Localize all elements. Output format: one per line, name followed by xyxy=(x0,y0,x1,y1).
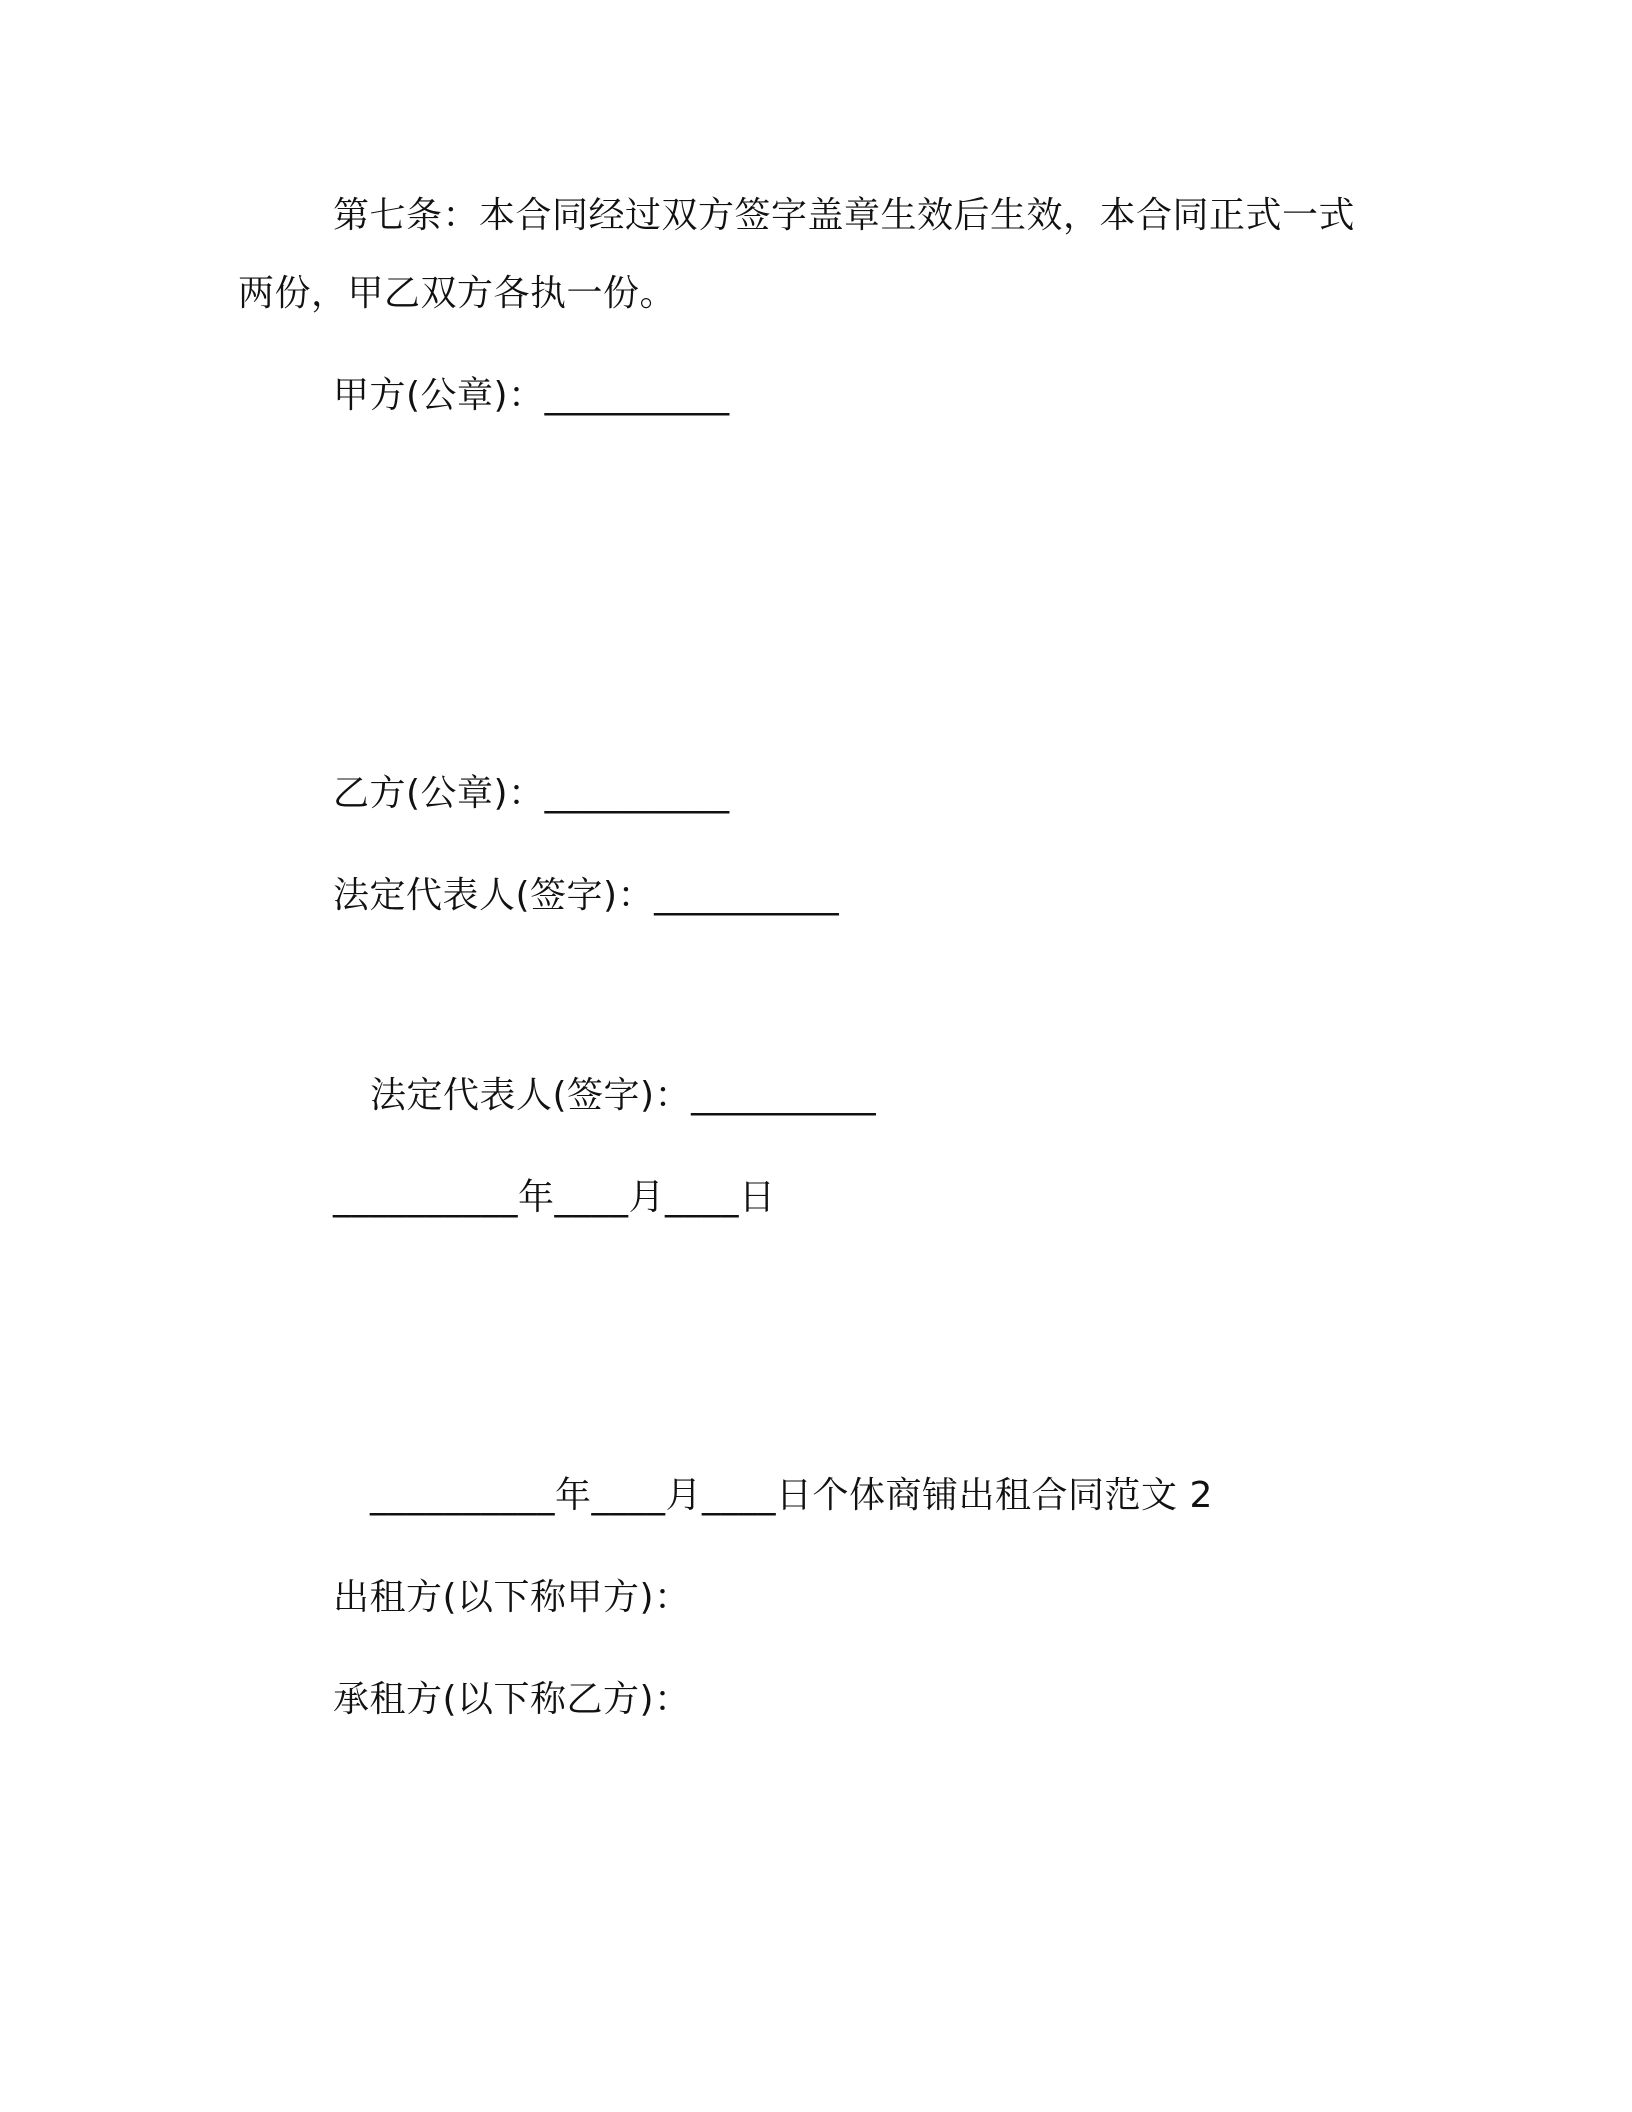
party-b-seal-field: 乙方(公章)：__________ xyxy=(333,773,730,814)
article-7-line-2: 两份，甲乙双方各执一份。 xyxy=(238,273,677,314)
date-and-contract-title-line: __________年____月____日个体商铺出租合同范文 2 xyxy=(370,1475,1213,1516)
party-a-seal-field: 甲方(公章)：__________ xyxy=(333,375,730,416)
legal-representative-signature-1: 法定代表人(签字)：__________ xyxy=(333,875,840,916)
legal-representative-signature-2: 法定代表人(签字)：__________ xyxy=(370,1075,877,1116)
lessee-party-b: 承租方(以下称乙方)： xyxy=(333,1679,691,1720)
date-line: __________年____月____日 xyxy=(333,1177,776,1218)
lessor-party-a: 出租方(以下称甲方)： xyxy=(333,1577,691,1618)
article-7-line-1: 第七条：本合同经过双方签字盖章生效后生效，本合同正式一式 xyxy=(333,195,1356,236)
